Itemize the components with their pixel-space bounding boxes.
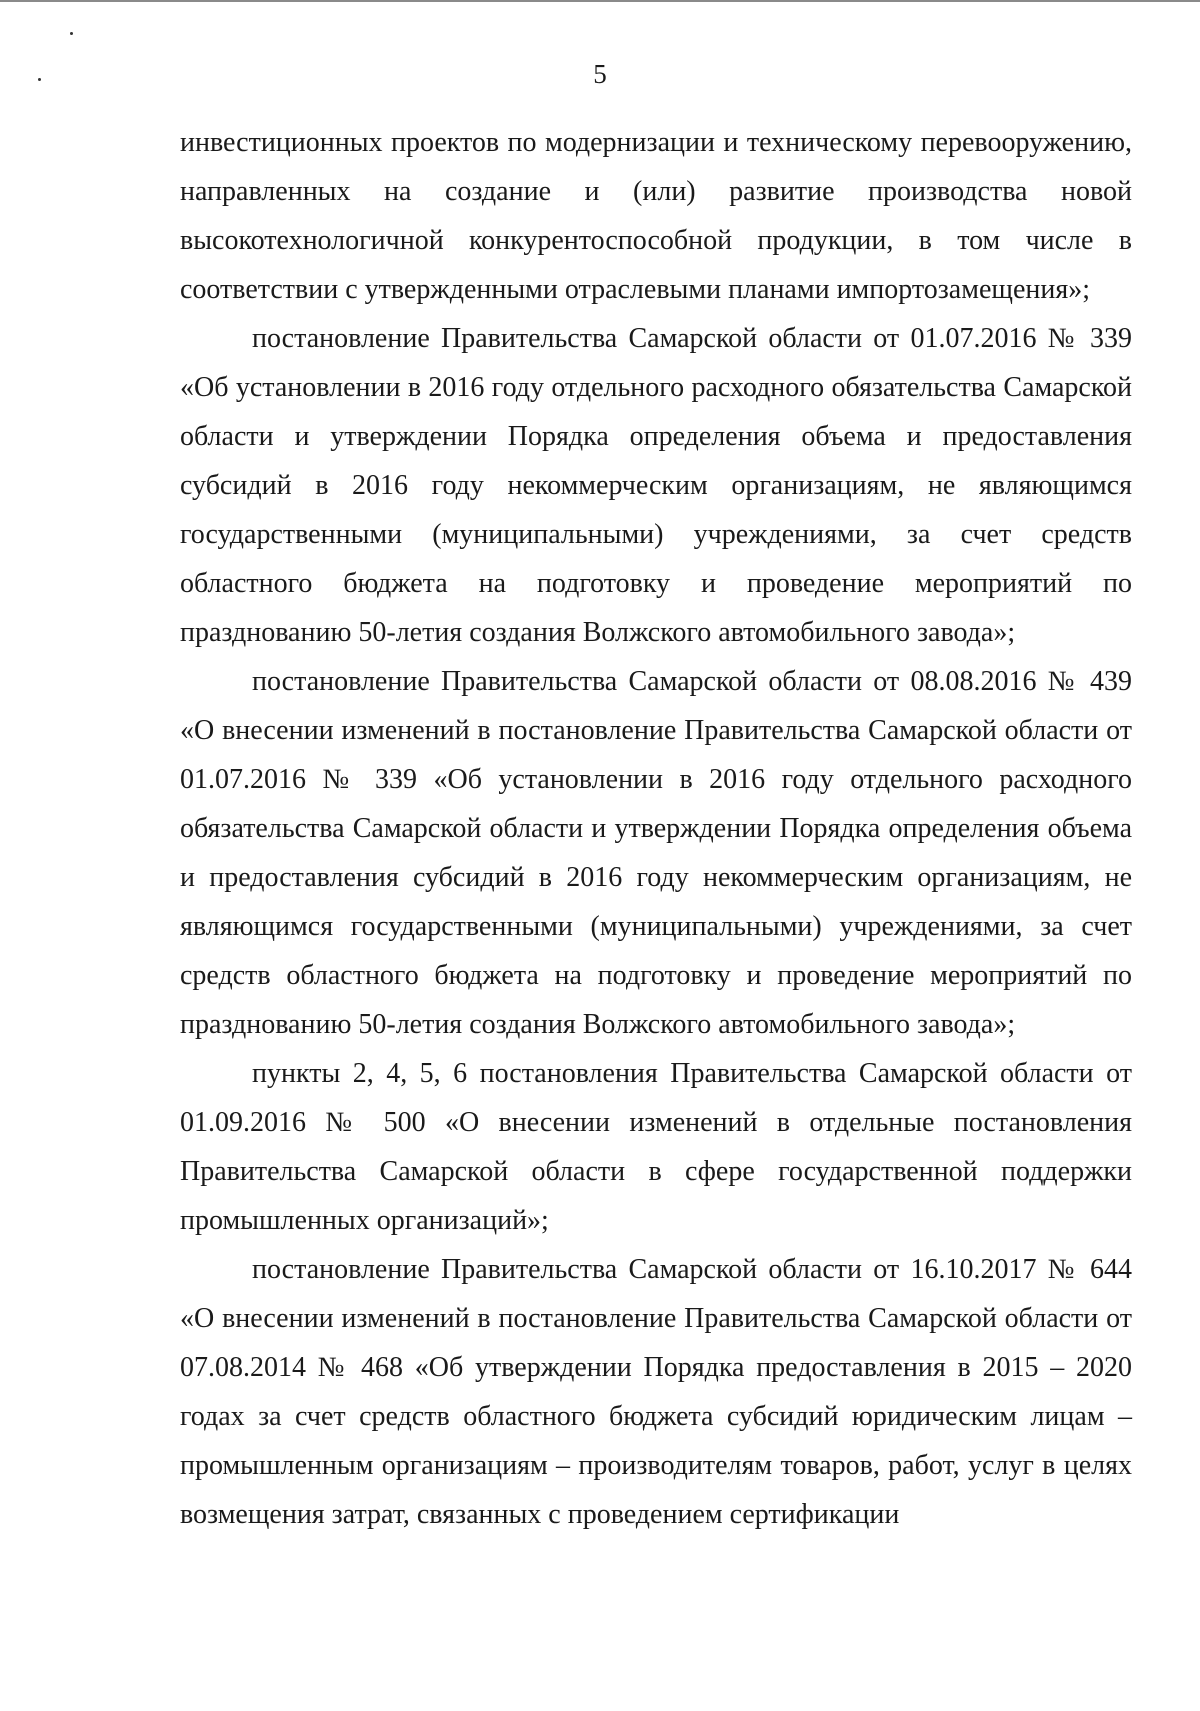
paragraph: постановление Правительства Самарской области от 16.10.2017 № 644 «О внесении изменений в постановление Правительства Самарской области от 07.08.2014 № 468 «Об утверждении Порядка предоставления в 2015 – 2020 годах за счет средств областного бюджета субсидий юридическим лицам – промышленным организациям – производителям товаров, работ, услуг в целях возмещения затрат, связанных с проведением сертификации (180, 1254, 1132, 1530)
scan-border (0, 0, 1200, 2)
paragraph: инвестиционных проектов по модернизации и техническому перевооружению, направленных на создание и (или) развитие производства новой высокотехнологичной конкурентоспособной продукции, в том числе в соответствии с утвержденными отраслевыми планами импортозамещения»; (180, 127, 1132, 305)
page-number: 5 (593, 59, 607, 89)
paragraph: пункты 2, 4, 5, 6 постановления Правительства Самарской области от 01.09.2016 № 500 «О внесении изменений в отдельные постановления Правительства Самарской области в сфере государственной поддержки промышленных организаций»; (180, 1058, 1132, 1236)
paragraph: постановление Правительства Самарской области от 08.08.2016 № 439 «О внесении изменений в постановление Правительства Самарской области от 01.07.2016 № 339 «Об установлении в 2016 году отдельного расходного обязательства Самарской области и утверждении Порядка определения объема и предоставления субсидий в 2016 году некоммерческим организациям, не являющимся государственными (муниципальными) учреждениями, за счет средств областного бюджета на подготовку и проведение мероприятий по празднованию 50-летия создания Волжского автомобильного завода»; (180, 666, 1132, 1040)
paragraph: постановление Правительства Самарской области от 01.07.2016 № 339 «Об установлении в 2016 году отдельного расходного обязательства Самарской области и утверждении Порядка определения объема и предоставления субсидий в 2016 году некоммерческим организациям, не являющимся государственными (муниципальными) учреждениями, за счет средств областного бюджета на подготовку и проведение мероприятий по празднованию 50-летия создания Волжского автомобильного завода»; (180, 323, 1132, 648)
document-body (180, 118, 1132, 1539)
scan-speck (70, 32, 73, 35)
